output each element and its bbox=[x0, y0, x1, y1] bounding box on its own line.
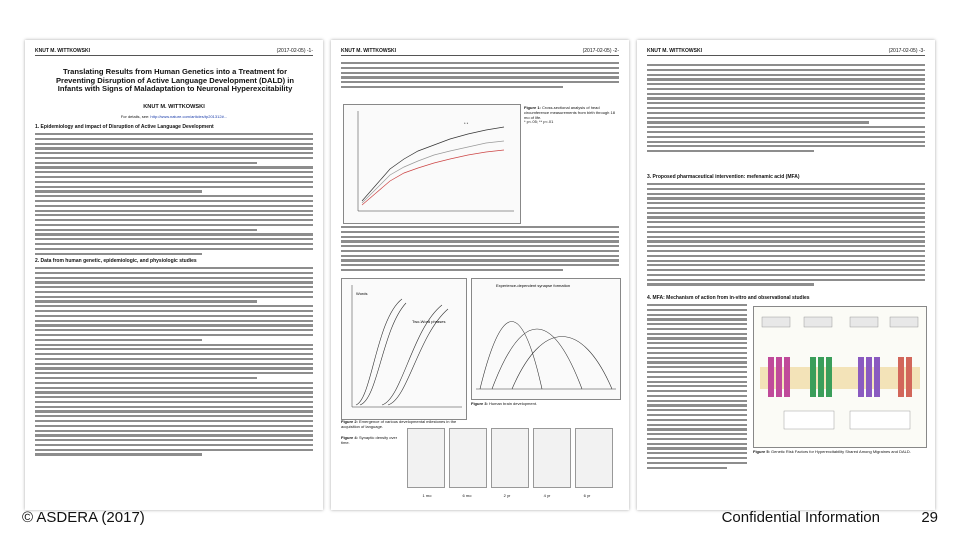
section-heading-2: 2. Data from human genetic, epidemiologic, and physiologic studies bbox=[35, 258, 197, 264]
section-4-body bbox=[647, 304, 747, 471]
header-author: KNUT M. WITTKOWSKI bbox=[341, 48, 396, 54]
figure-4-panel bbox=[533, 428, 571, 488]
details-line bbox=[25, 114, 323, 119]
figure-4-panel bbox=[449, 428, 487, 488]
slide-page-number: 29 bbox=[921, 509, 938, 526]
figure-5-caption: Figure 5: Genetic Risk Factors for Hyperexcitability Shared Among Migraines and DALD. bbox=[753, 449, 911, 454]
svg-text:* *: * * bbox=[464, 121, 469, 126]
figure-3-label: Experience-dependent synapse formation bbox=[496, 283, 571, 288]
page-header bbox=[647, 48, 925, 54]
figure-4-synaptic-density bbox=[407, 428, 627, 498]
figure-3-caption: Figure 3: Human brain development. bbox=[471, 401, 538, 406]
figure-4-label: 4 yr bbox=[543, 493, 551, 498]
section-heading-4: 4. MFA: Mechanism of action from in-vitro and observational studies bbox=[647, 295, 810, 301]
paper-author: KNUT M. WITTKOWSKI bbox=[143, 104, 205, 110]
confidential-text: Confidential Information bbox=[721, 509, 880, 526]
section-2-body bbox=[35, 267, 313, 458]
section-heading-3: 3. Proposed pharmaceutical intervention: mefenamic acid (MFA) bbox=[647, 174, 800, 180]
header-rule bbox=[341, 55, 619, 56]
details-link[interactable]: http://www.nature.com/articles/tp201312#... bbox=[150, 114, 228, 119]
figure-4-label: 6 mo bbox=[462, 493, 472, 498]
figure-4-panel bbox=[491, 428, 529, 488]
section-1-body bbox=[35, 133, 313, 257]
header-ref: (2017-02-05) -2- bbox=[582, 48, 619, 54]
header-ref: (2017-02-05) -1- bbox=[276, 48, 313, 54]
page-header bbox=[341, 48, 619, 54]
page-2-body bbox=[341, 226, 619, 274]
figure-4-panel bbox=[407, 428, 445, 488]
figure-1-note: * p<.05; ** p<.01 bbox=[524, 119, 554, 125]
figure-1-caption: Figure 1: Cross-sectional analysis of head circumference measurements from birth through 18 mo of life. * p<.05; ** p<.01 bbox=[524, 105, 615, 125]
figure-2-language-milestones bbox=[341, 278, 467, 420]
figure-5-risk-factors-diagram bbox=[753, 306, 927, 448]
figure-2-caption: Figure 2: Emergence of various developmental milestones in the acquisition of language. bbox=[341, 419, 457, 429]
figure-4-panel bbox=[575, 428, 613, 488]
header-rule bbox=[35, 55, 313, 56]
section-heading-1: 1. Epidemiology and impact of Disruption of Active Language Development bbox=[35, 124, 214, 130]
copyright-text: © ASDERA (2017) bbox=[22, 509, 145, 526]
header-rule bbox=[647, 55, 925, 56]
page-header bbox=[35, 48, 313, 54]
figure-4-label: 6 yr bbox=[583, 493, 591, 498]
details-prefix: For details, see: bbox=[120, 114, 151, 119]
header-ref: (2017-02-05) -3- bbox=[888, 48, 925, 54]
document-page-3 bbox=[637, 40, 935, 510]
paper-title: Translating Results from Human Genetics into a Treatment for Preventing Disruption of Active Language Development (DALD) in Infants with Signs of Maladaptation to Neuronal Hyperexcitability bbox=[55, 67, 295, 94]
header-author: KNUT M. WITTKOWSKI bbox=[647, 48, 702, 54]
document-page-1 bbox=[25, 40, 323, 510]
figure-2-label-phrases: Two-Word phrases bbox=[412, 319, 446, 324]
page-3-intro-text bbox=[647, 64, 925, 155]
figure-3-brain-development bbox=[471, 278, 621, 400]
document-page-2 bbox=[331, 40, 629, 510]
figure-1-head-circumference bbox=[343, 104, 521, 224]
figure-4-label: 2 yr bbox=[503, 493, 511, 498]
header-author: KNUT M. WITTKOWSKI bbox=[35, 48, 90, 54]
figure-4-label: 1 mo bbox=[422, 493, 432, 498]
figure-2-label-words: Words bbox=[356, 291, 368, 296]
figure-4-caption: Figure 4: Synaptic density over time. bbox=[341, 435, 398, 445]
page-2-intro-text bbox=[341, 62, 619, 91]
section-3-body bbox=[647, 183, 925, 288]
